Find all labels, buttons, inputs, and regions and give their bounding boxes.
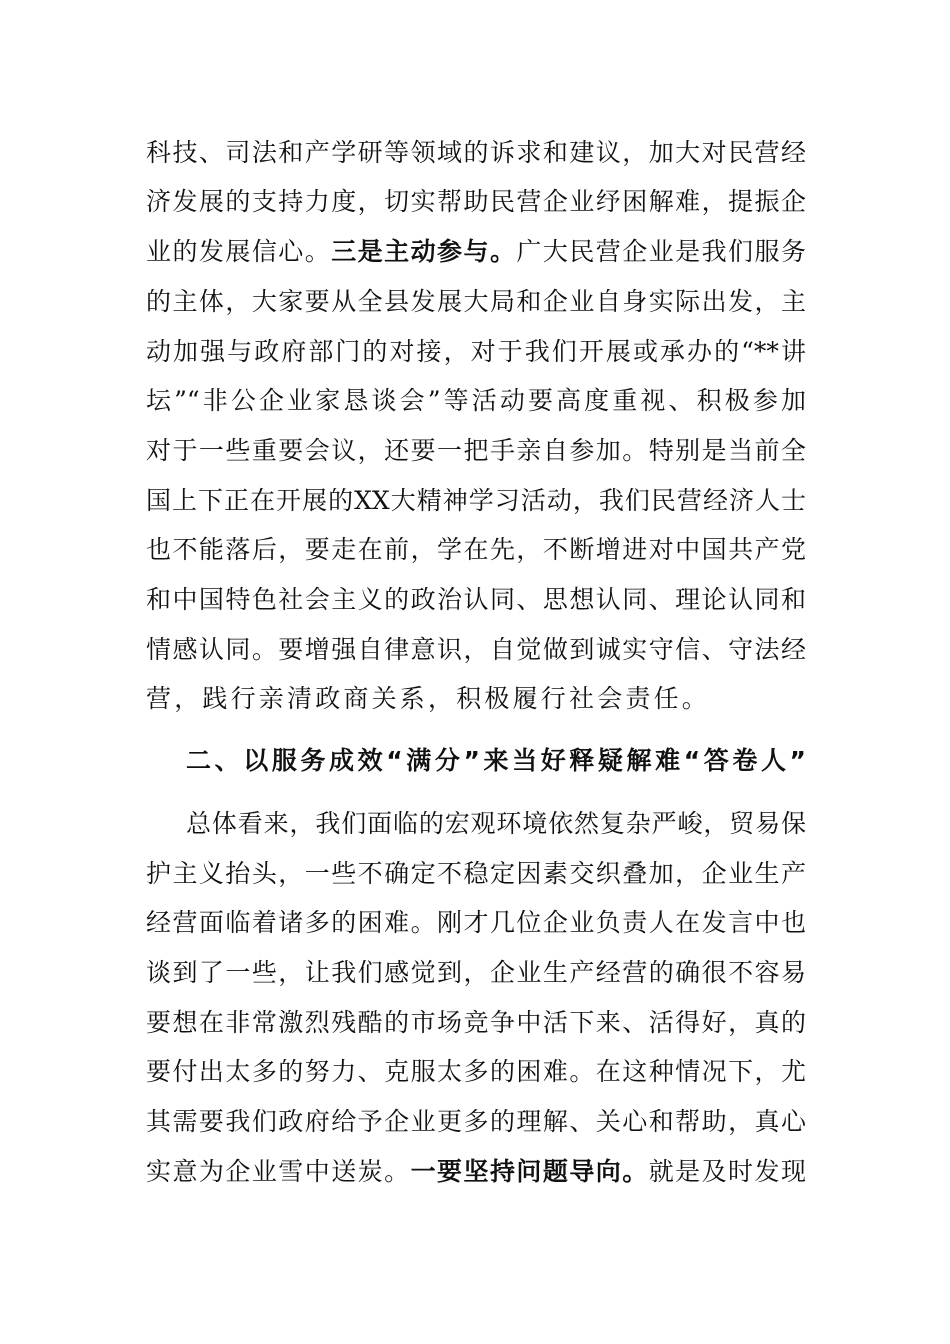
text-line: 对于一些重要会议，还要一把手亲自参加。特别是当前全 <box>146 436 806 465</box>
text-line: 济发展的支持力度，切实帮助民营企业纾困解难，提振企 <box>146 187 806 216</box>
text-line: 谈到了一些，让我们感觉到，企业生产经营的确很不容易 <box>146 958 806 987</box>
text-line: 护主义抬头，一些不确定不稳定因素交织叠加，企业生产 <box>146 859 806 888</box>
text-line: 要付出太多的努力、克服太多的困难。在这种情况下，尤 <box>146 1057 806 1086</box>
text-line: 营，践行亲清政商关系，积极履行社会责任。 <box>146 684 711 713</box>
text-line: 总体看来，我们面临的宏观环境依然复杂严峻，贸易保 <box>186 809 806 838</box>
bold-key-phrase: 一要坚持问题导向。 <box>410 1157 649 1186</box>
text-span: 实意为企业雪中送炭。 <box>146 1157 411 1186</box>
text-line <box>146 1152 806 1192</box>
bold-key-phrase: 三是主动参与。 <box>331 237 517 266</box>
text-span: 就是及时发现 <box>648 1157 806 1186</box>
text-line: 其需要我们政府给予企业更多的理解、关心和帮助，真心 <box>146 1107 806 1136</box>
text-line: 情感认同。要增强自律意识，自觉做到诚实守信、守法经 <box>146 635 806 664</box>
text-line: 科技、司法和产学研等领域的诉求和建议，加大对民营经 <box>146 138 806 167</box>
text-line: 动加强与政府部门的对接，对于我们开展或承办的“**讲 <box>146 337 806 366</box>
text-span: 业的发展信心。 <box>146 237 332 266</box>
text-line: 坛”“非公企业家恳谈会”等活动要高度重视、积极参加 <box>146 386 806 415</box>
text-line <box>146 232 806 272</box>
text-line: 经营面临着诸多的困难。刚才几位企业负责人在发言中也 <box>146 908 806 937</box>
text-line: 要想在非常激烈残酷的市场竞争中活下来、活得好，真的 <box>146 1008 806 1037</box>
text-line: 和中国特色社会主义的政治认同、思想认同、理论认同和 <box>146 585 806 614</box>
text-span: 广大民营企业是我们服务 <box>516 237 806 266</box>
text-line: 国上下正在开展的XX大精神学习活动，我们民营经济人士 <box>146 486 806 515</box>
section-heading: 二、以服务成效“满分”来当好释疑解难“答卷人” <box>186 746 806 775</box>
text-line: 也不能落后，要走在前，学在先，不断增进对中国共产党 <box>146 535 806 564</box>
text-line: 的主体，大家要从全县发展大局和企业自身实际出发，主 <box>146 287 806 316</box>
